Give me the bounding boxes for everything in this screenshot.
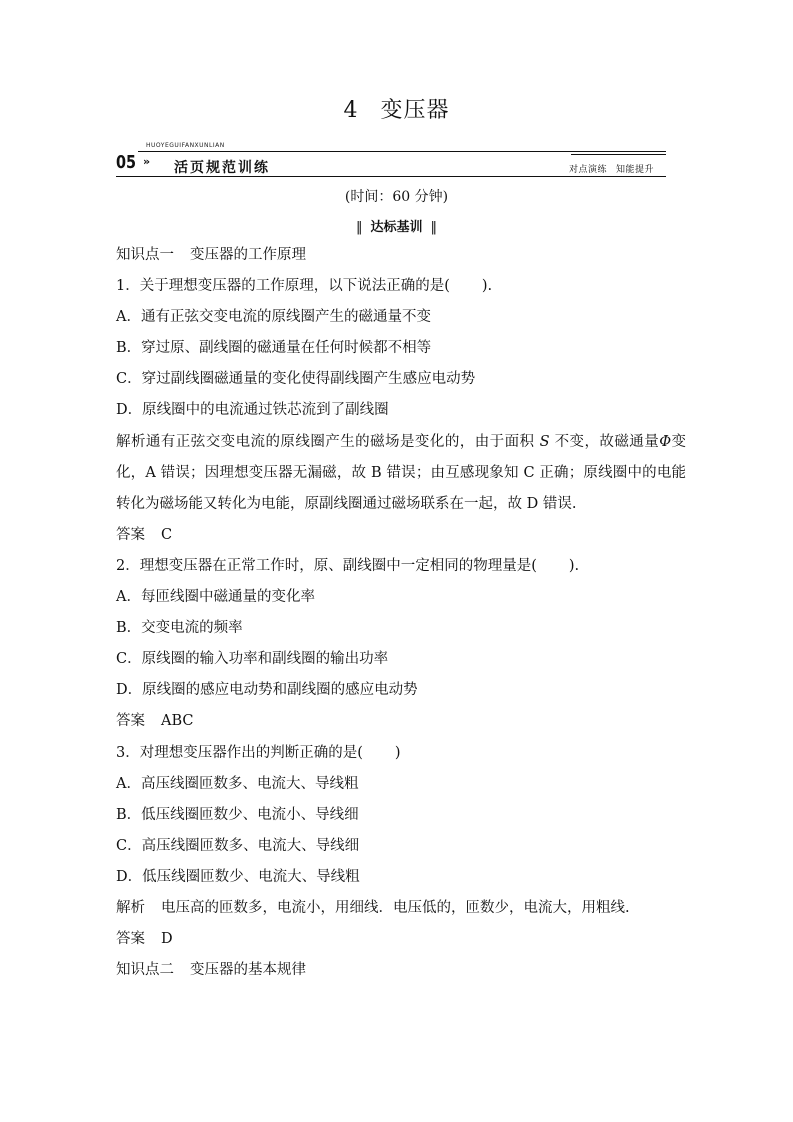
kp1-prefix: 知识点一 [116,247,174,263]
answer-label: 答案 [116,526,145,543]
q1-option-a: A．通有正弦交变电流的原线圈产生的磁通量不变 [116,309,431,326]
variable-s: S [539,433,550,450]
kp2-prefix: 知识点二 [116,962,174,979]
q3-analysis: 解析 电压高的匝数多，电流小，用细线．电压低的，匝数少，电流大，用粗线. [116,899,630,916]
banner-top-rule [138,151,666,152]
exercise-content [116,240,686,986]
page-title [0,96,793,126]
answer-value: ABC [161,713,194,730]
q3-option-b: B．低压线圈匝数少、电流小、导线细 [116,806,359,823]
q1-option-d: D．原线圈中的电流通过铁芯流到了副线圈 [116,402,389,419]
question-2-stem: 2．理想变压器在正常工作时，原、副线圈中一定相同的物理量是( ). [116,557,580,574]
q1-answer [116,520,686,551]
banner-right-left: 对点演练 [568,165,607,175]
q2-option-a: A．每匝线圈中磁通量的变化率 [116,589,315,606]
kp1-title: 变压器的工作原理 [190,247,306,263]
section-pinyin: HUOYEGUIFANXUNLIAN [146,142,225,149]
q3-answer [116,924,686,955]
variable-phi: Φ [659,433,672,450]
q3-option-a: A．高压线圈匝数多、电流大、导线粗 [116,775,359,792]
banner-top-rule-short [571,154,666,155]
kp2-title: 变压器的基本规律 [190,962,306,979]
section-number: 05 [116,152,137,173]
question-3-stem: 3．对理想变压器作出的判断正确的是( ) [116,744,401,761]
subsection-right-bar: ‖ [430,220,437,235]
subsection-left-bar: ‖ [355,220,363,235]
q3-option-d: D．低压线圈匝数少、电流大、导线粗 [116,868,360,885]
lesson-title: 变压器 [380,98,450,123]
answer-label: 答案 [116,713,145,730]
q1-option-b: B．穿过原、副线圈的磁通量在任何时候都不相等 [116,340,432,357]
q2-option-d: D．原线圈的感应电动势和副线圈的感应电动势 [116,682,418,699]
q2-option-b: B．交变电流的频率 [116,620,243,637]
q1-option-c: C．穿过副线圈磁通量的变化使得副线圈产生感应电动势 [116,371,476,388]
question-1-stem: 1．关于理想变压器的工作原理，以下说法正确的是( ). [116,278,493,295]
analysis-label: 解析 [116,433,146,450]
q3-option-c: C．高压线圈匝数多、电流大、导线细 [116,837,360,854]
time-note: (时间：60 分钟) [344,189,449,205]
banner-right-text [569,162,654,175]
subsection-label: 达标基训 [370,220,423,235]
q2-option-c: C．原线圈的输入功率和副线圈的输出功率 [116,651,389,668]
subsection-heading [0,216,793,235]
answer-value: D [161,931,173,948]
knowledge-point-2 [116,955,686,986]
section-label: 活页规范训练 [174,160,270,176]
knowledge-point-1 [116,240,686,271]
double-chevron-icon: » [143,155,151,168]
section-banner [116,142,666,178]
q1-analysis: 解析通有正弦交变电流的原线圈产生的磁场是变化的，由于面积 S 不变，故磁通量Φ变化，A 错误；因理想变压器无漏磁，故 B 错误；由互感现象知 C 正确；原线圈中的电能转化为磁场能又转化为电能，原副线圈通过磁场联系在一起，故 D 错误. [116,433,687,512]
lesson-number: 4 [343,98,359,123]
answer-label: 答案 [116,931,145,948]
answer-value: C [161,526,173,543]
banner-right-right: 知能提升 [615,165,654,175]
q2-answer [116,706,686,737]
analysis-label: 解析 [116,899,145,916]
